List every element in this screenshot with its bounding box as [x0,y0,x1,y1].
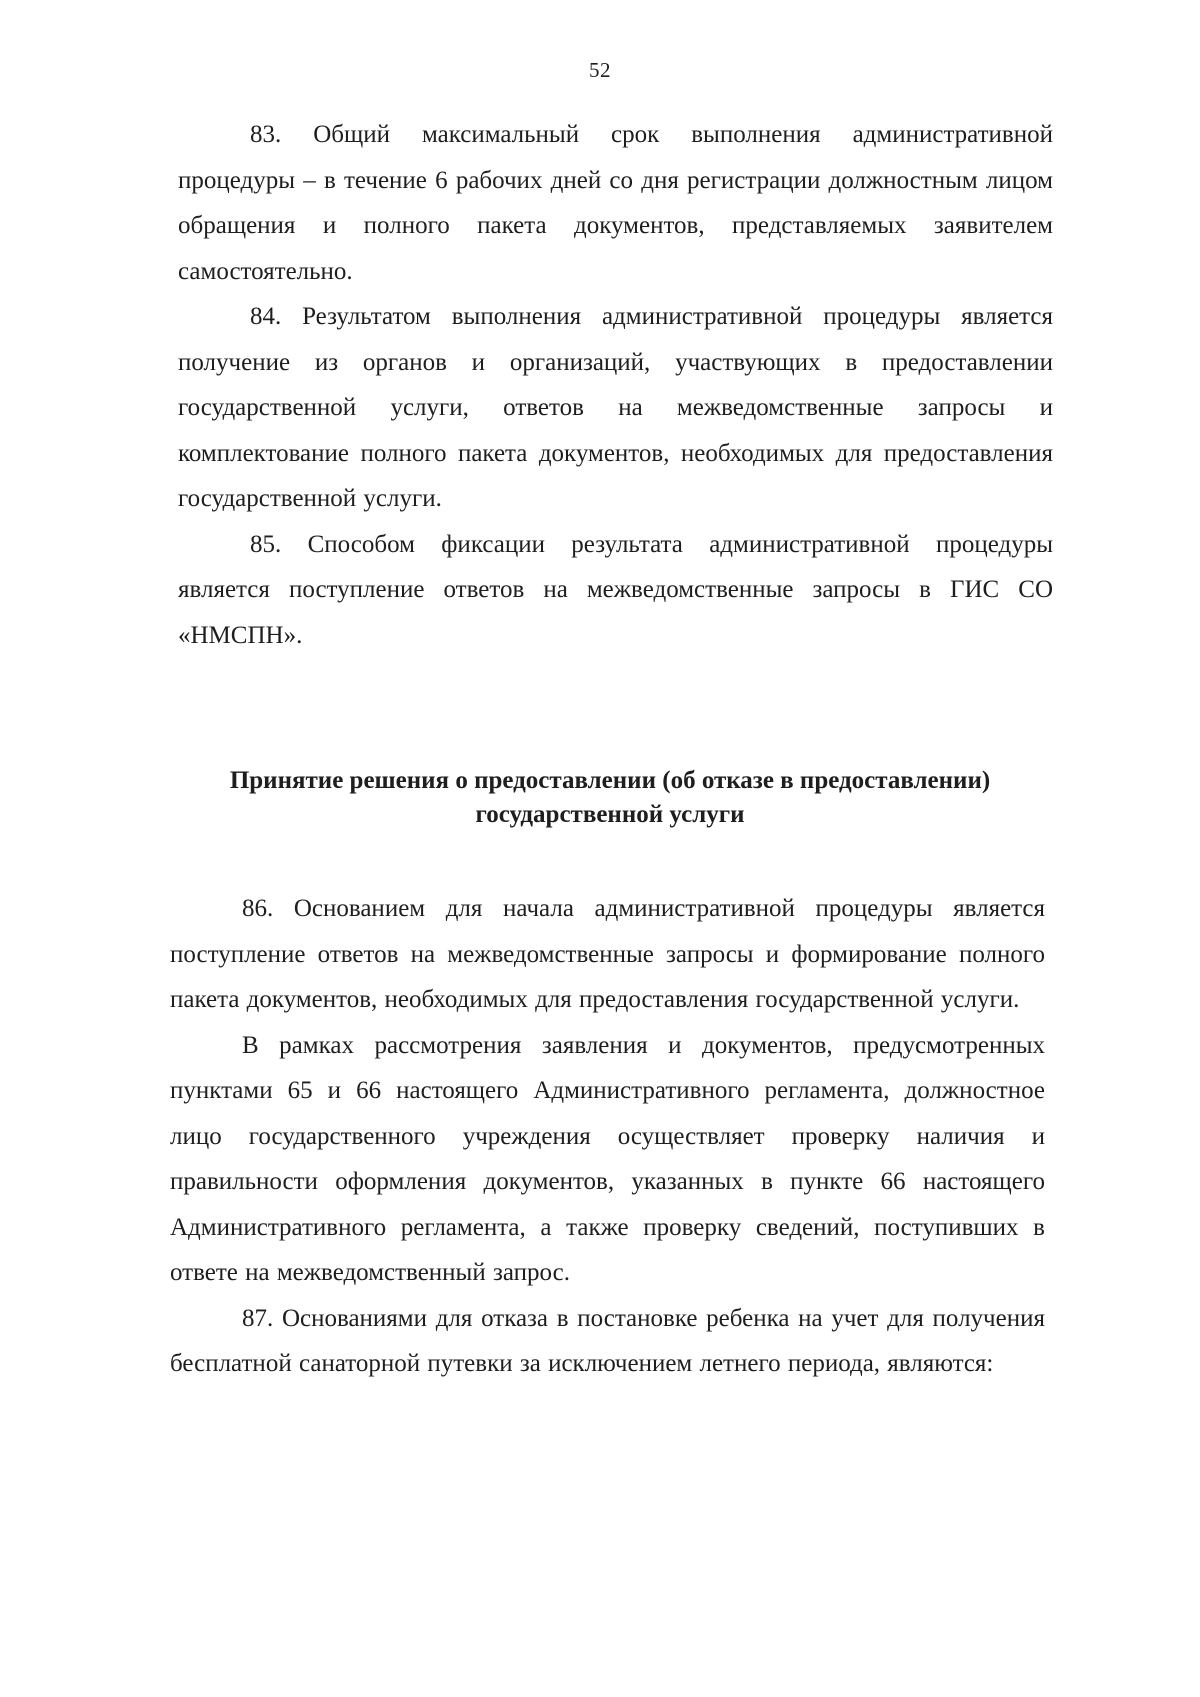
paragraph-83: 83. Общий максимальный срок выполнения административной процедуры – в течение 6 рабочих дней со дня регистрации должностным лицом обращения и полного пакета документов, представляемых заявителем самостоятельно. [178,121,1053,285]
paragraph-87: 87. Основаниями для отказа в постановке ребенка на учет для получения бесплатной санаторной путевки за исключением летнего периода, являются: [170,1304,1045,1377]
section-heading-line-2: государственной услуги [475,801,745,828]
paragraph-86: 86. Основанием для начала административной процедуры является поступление ответов на межведомственные запросы и формирование полного пакета документов, необходимых для предоставления государственной услуги. [170,895,1045,1013]
page-number: 52 [589,58,611,82]
paragraph-86-continued: В рамках рассмотрения заявления и документов, предусмотренных пунктами 65 и 66 настоящего Административного регламента, должностное лицо государственного учреждения осуществляет проверку наличия и правильности оформления документов, указанных в пункте 66 настоящего Административного регламента, а также проверку сведений, поступивших в ответе на межведомственный запрос. [170,1031,1045,1286]
text-block-bottom [170,886,1045,1387]
paragraph-84: 84. Результатом выполнения административной процедуры является получение из органов и организаций, участвующих в предоставлении государственной услуги, ответов на межведомственные запросы и комплектование полного пакета документов, необходимых для предоставления государственной услуги. [178,303,1053,512]
section-heading-line-1: Принятие решения о предоставлении (об отказе в предоставлении) [229,767,991,794]
text-block-top [178,112,1053,658]
paragraph-85: 85. Способом фиксации результата административной процедуры является поступление ответов на межведомственные запросы в ГИС СО «НМСПН». [178,530,1053,649]
section-heading [160,764,1060,832]
